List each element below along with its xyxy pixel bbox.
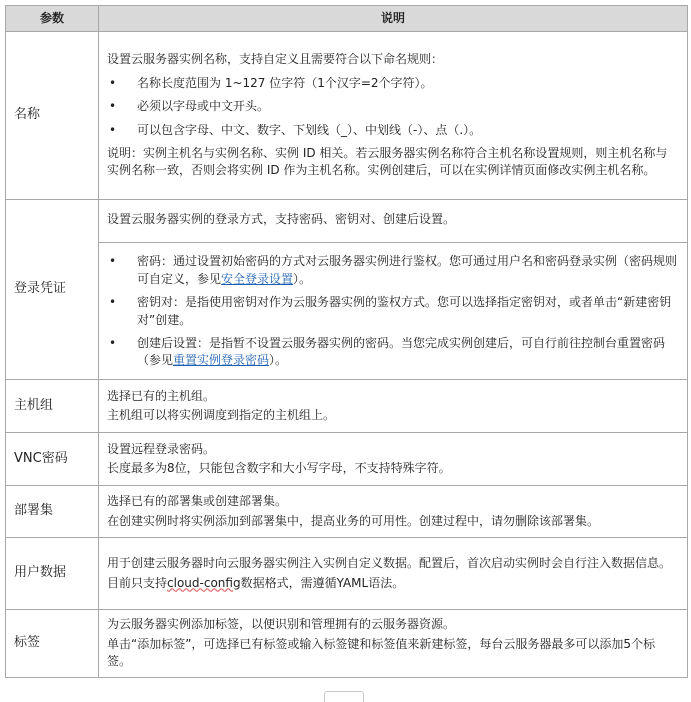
table-row-vnc bbox=[6, 433, 688, 486]
param-hostgroup-label: 主机组 bbox=[6, 380, 99, 433]
param-name-desc bbox=[99, 32, 688, 200]
param-vnc-label: VNC密码 bbox=[6, 433, 99, 486]
table-row-login-options bbox=[6, 243, 688, 380]
list-item: • 名称长度范围为 1~127 位字符（1个汉字=2个字符）。 bbox=[107, 75, 679, 92]
parameter-table bbox=[5, 5, 688, 678]
param-login-desc bbox=[99, 243, 688, 380]
param-deploy-desc: 选择已有的部署集或创建部署集。 在创建实例时将实例添加到部署集中，提高业务的可用性。创建过程中，请勿删除该部署集。 bbox=[99, 486, 688, 538]
table-row-login bbox=[6, 200, 688, 243]
list-item: • 密钥对：是指使用密钥对作为云服务器实例的鉴权方式。您可以选择指定密钥对，或者单击“新建密钥对”创建。 bbox=[109, 295, 672, 327]
param-login-label: 登录凭证 bbox=[6, 200, 99, 380]
table-row-userdata bbox=[6, 538, 688, 610]
table-row-name bbox=[6, 32, 688, 200]
bullet-icon: • bbox=[109, 335, 117, 350]
param-hostgroup-desc: 选择已有的主机组。 主机组可以将实例调度到指定的主机组上。 bbox=[99, 380, 688, 433]
bullet-icon: • bbox=[109, 122, 117, 137]
bullet-icon: • bbox=[109, 75, 117, 90]
list-item: • 必须以字母或中文开头。 bbox=[107, 98, 679, 115]
reset-login-password-link[interactable]: 重置实例登录密码 bbox=[173, 353, 270, 368]
bullet-icon: • bbox=[109, 99, 117, 114]
list-item: • 创建后设置：是指暂不设置云服务器实例的密码。当您完成实例创建后，可自行前往控制台重置密码（参见重置实例登录密码）。 bbox=[109, 335, 666, 368]
param-tags-label: 标签 bbox=[6, 610, 99, 678]
table-header-row bbox=[6, 6, 688, 32]
param-deploy-label: 部署集 bbox=[6, 486, 99, 538]
login-intro: 设置云服务器实例的登录方式，支持密码、密钥对、创建后设置。 bbox=[99, 200, 688, 243]
secure-login-settings-link[interactable]: 安全登录设置 bbox=[221, 271, 294, 286]
param-name-label: 名称 bbox=[6, 32, 99, 200]
name-intro: 设置云服务器实例名称，支持自定义且需要符合以下命名规则： bbox=[107, 52, 444, 67]
spellcheck-mark: cloud-config bbox=[167, 575, 241, 590]
name-note: 说明：实例主机名与实例名称、实例 ID 相关。若云服务器实例名称符合主机名称设置规则，则主机名称与实例名称一致，否则会将实例 ID 作为主机名称。实例创建后，可以在实例详情页面修改实例主机名称。 bbox=[107, 145, 668, 178]
param-tags-desc: 为云服务器实例添加标签，以便识别和管理拥有的云服务器资源。 单击“添加标签”，可选择已有标签或输入标签键和标签值来新建标签，每台云服务器最多可以添加5个标签。 bbox=[99, 610, 688, 678]
param-userdata-desc: 用于创建云服务器时向云服务器实例注入实例自定义数据。配置后，首次启动实例时会自行注入数据信息。 目前只支持cloud-config数据格式，需遵循YAML语法。 bbox=[99, 538, 688, 610]
header-desc: 说明 bbox=[99, 6, 688, 32]
table-row-hostgroup bbox=[6, 380, 688, 433]
bullet-icon: • bbox=[109, 295, 117, 310]
table-row-tags bbox=[6, 610, 688, 678]
bullet-icon: • bbox=[109, 254, 117, 269]
name-rules-list bbox=[107, 75, 679, 139]
table-row-deploy bbox=[6, 486, 688, 538]
login-options-list bbox=[107, 253, 679, 369]
list-item: • 密码：通过设置初始密码的方式对云服务器实例进行鉴权。您可通过用户名和密码登录实例（密码规则可自定义，参见安全登录设置）。 bbox=[109, 254, 678, 286]
list-item: • 可以包含字母、中文、数字、下划线（_）、中划线（-）、点（.）。 bbox=[107, 122, 679, 139]
header-param: 参数 bbox=[6, 6, 99, 32]
param-vnc-desc: 设置远程登录密码。 长度最多为8位，只能包含数字和大小写字母，不支持特殊字符。 bbox=[99, 433, 688, 486]
param-userdata-label: 用户数据 bbox=[6, 538, 99, 610]
